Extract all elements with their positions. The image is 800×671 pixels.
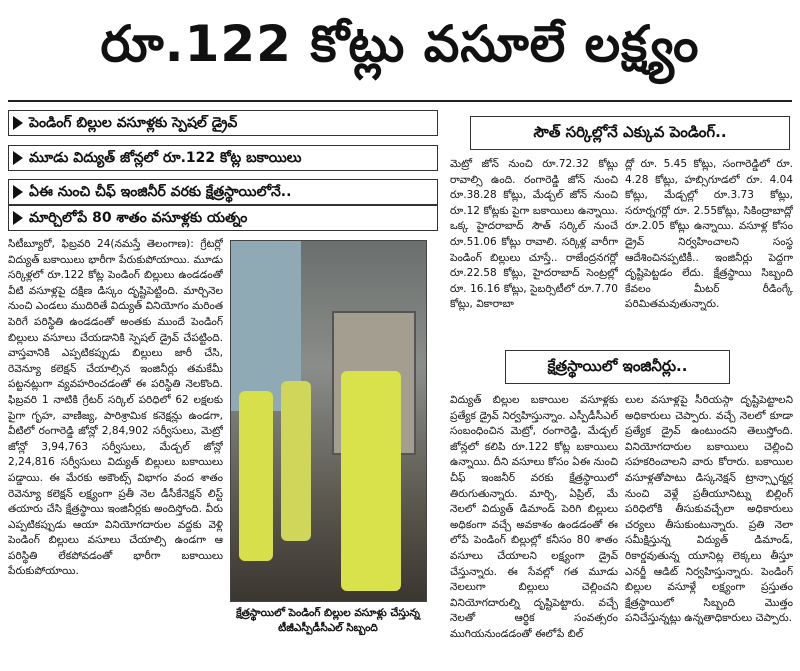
triangle-bullet-icon [13, 185, 23, 199]
subhead-1-text: పెండింగ్ బిల్లుల వసూళ్లకు స్పెషల్ డ్రైవ్ [29, 115, 238, 131]
body-column-right-top: ద్లో రూ. 5.45 కోట్లు, సంగారెడ్డిలో రూ. 4.28 కోట్లు, హబ్సిగూడలో రూ. 4.04 కోట్లు, మేడ్చల్లో రూ.3.73 కోట్లు, సరూర్నగర్లో రూ. 2.55కోట్లు, సికింద్రాబాద్లో రూ.2.05 కోట్లు ఉన్నాయి. వసూళ్ల కోసం డ్రైవ్ నిర్వహించాలని సంస్థ ఆదేశించినప్పటికీ.. ఇంజినీర్లు పెద్దగా దృష్టిపెట్టడం లేదు. క్షేత్రస్థాయి సిబ్బంది కేవలం మీటర్ రీడింగ్కే పరిమితమవుతున్నారు. [625, 158, 793, 311]
photo-person [341, 371, 401, 591]
photo-person [239, 391, 273, 561]
subhead-4 [8, 205, 438, 231]
subhead-2 [8, 145, 438, 171]
triangle-bullet-icon [13, 151, 23, 165]
photo-caption: క్షేత్రస్థాయిలో పెండింగ్ బిల్లుల వసూళ్లు చేస్తున్న టీజీఎస్పీడీసీఎల్ సిబ్బంది [236, 607, 420, 634]
headline: రూ.122 కోట్లు వసూలే లక్ష్యం [100, 14, 700, 73]
side-heading-field-engineers: క్షేత్రస్థాయిలో ఇంజినీర్లు.. [505, 350, 730, 384]
side-heading-south-circle: సౌత్ సర్కిల్లోనే ఎక్కువ పెండింగ్.. [470, 116, 790, 150]
triangle-bullet-icon [13, 211, 23, 225]
subhead-2-text: మూడు విద్యుత్ జోన్లలో రూ.122 కోట్ల బకాయిలు [29, 150, 302, 166]
body-column-mid-top: మెట్రో జోన్ నుంచి రూ.72.32 కోట్లు రావాల్సి ఉంది. రంగారెడ్డి జోన్ నుంచి రూ.38.28 కోట్లు, మేడ్చల్ జోన్ నుంచి రూ.12 కోట్లకు పైగా బకాయిలు ఉన్నాయి. ఒక్క హైదరాబాద్ సౌత్ సర్కిల్ నుంచే రూ.51.06 కోట్లు రావాలి. సర్కిళ్ల వారీగా పెండింగ్ బిల్లులు చూస్తే.. రాజేంద్రనగర్లో రూ.22.58 కోట్లు, హైదరాబాద్ సెంట్రల్లో రూ. 16.16 కోట్లు, సైబర్సిటీలో రూ.7.70 కోట్లు, వికారాబా [450, 158, 618, 311]
subhead-3 [8, 179, 438, 205]
photo-person [281, 381, 311, 541]
body-column-left: సిటీబ్యూరో, ఫిబ్రవరి 24(నమస్తే తెలంగాణ): గ్రేటర్లో విద్యుత్ బకాయిలు భారీగా పేరుకుపోయాయి. మూడు సర్కిళ్లలో రూ.122 కోట్ల పెండింగ్ బిల్లులు ఉండడంతో వీటి వసూళ్లపై దక్షిణ డిస్కం దృష్టిపెట్టింది. మార్చినెల నుంచి ఎండలు ముదిరితే విద్యుత్ వినియోగం మరింత పెరిగే పరిస్థితి ఉండడంతో అంతకు ముందే పెండింగ్ బిల్లులు వసూలు చేయడానికి స్పెషల్ డ్రైవ్ చేపట్టింది. వాస్తవానికి ఎప్పటికప్పుడు బిల్లులు జారీ చేసి, రెవెన్యూ కలెక్షన్ చేయాల్సిన ఇంజినీర్లు తమకేమీ పట్టనట్లుగా వ్యవహరించడంతో ఈ పరిస్థితి నెలకొంది. ఫిబ్రవరి 1 నాటికి గ్రేటర్ సర్కిల్ పరిధిలో 62 లక్షలకు పైగా గృహ, వాణిజ్య, పారిశ్రామిక కనెక్షన్లు ఉండగా, వీటిలో రంగారెడ్డి జోన్లో 2,84,902 సర్వీసులు, మెట్రో జోన్లో 3,94,763 సర్వీసులు, మేడ్చల్ జోన్లో 2,24,816 సర్వీసులు విద్యుత్ బిల్లులు బకాయిలు పడ్డాయి. ఈ మేరకు అకౌంట్స్ విభాగం వంద శాతం రెవెన్యూ కలెక్షన్ లక్ష్యంగా ప్రతీ నెల డీసీకేనెక్షన్ లిస్ట్ తయారు చేసి క్షేత్రస్థాయి ఇంజినీర్లకు అందిస్తోంది. వీరు ఎప్పటికప్పుడు ఆయా వినియోగదారుల వద్దకు వెళ్లి పెండింగ్ బిల్లులు వసూలు చేయాల్సి ఉండగా ఆ పరిస్థితి లేకపోవడంతో భారీగా బకాయిలు పేరుకుపోయాయి. [8, 238, 223, 578]
subhead-4-text: మార్చిలోపే 80 శాతం వసూళ్లకు యత్నం [29, 210, 248, 226]
article-photo [230, 240, 427, 602]
headline-divider [8, 100, 792, 102]
subhead-1 [8, 110, 438, 136]
body-column-right-bottom: లుల వసూళ్లపై సీరియస్గా దృష్టిపెట్టాలని అధికారులు చెప్పారు. వచ్చే నెలలో కూడా ప్రత్యేక డ్రైవ్ ఉంటుందని తెలుస్తోంది. వినియోగదారుల బకాయిలు చెల్లించి సహకరించాలని వారు కోరారు. బకాయిల వసూళ్లతోపాటు డిస్కనెక్షన్ ట్రాన్స్ఫార్మర్ల నుంచి వెళ్లే ప్రతీయూనిట్ను బిల్లింగ్ పరిధిలోకి తీసుకువచ్చేలా అధికారులు చర్యలు తీసుకుంటున్నారు. ప్రతి నెలా సమీక్షిస్తున్న విద్యుత్ డిమాండ్, రికార్డవుతున్న యూనిట్ల లెక్కలు తీస్తూ ఎనర్జీ ఆడిట్ నిర్వహిస్తున్నారు. పెండింగ్ బిల్లుల వసూళ్లే లక్ష్యంగా ప్రస్తుతం క్షేత్రస్థాయిలో సిబ్బంది మొత్తం పనిచేస్తున్నట్లు ఉన్నతాధికారులు చెప్పారు. [625, 394, 793, 625]
subhead-3-text: ఏఈ నుంచి చీఫ్ ఇంజినీర్ వరకు క్షేత్రస్థాయిలోనే.. [29, 184, 292, 200]
triangle-bullet-icon [13, 116, 23, 130]
body-column-mid-bottom: విద్యుత్ బిల్లుల బకాయిల వసూళ్లకు ప్రత్యేక డ్రైవ్ నిర్వహిస్తున్నాం. ఎస్పీడీసీఎల్ సంబంధించిన మెట్రో, రంగారెడ్డి, మేడ్చల్ జోన్లలో కలిపి రూ.122 కోట్ల బకాయిలు ఉన్నాయి. దీని వసూలు కోసం ఏఈ నుంచి చీఫ్ ఇంజనీర్ వరకు క్షేత్రస్థాయిలో తిరుగుతున్నారు. మార్చి, ఏప్రిల్, మే నెలలో విద్యుత్ డిమాండ్ పెరిగి బిల్లులు అధికంగా వచ్చే అవకాశం ఉండడంతో ఈ లోపే పెండింగ్ బిల్లుల్లో కనీసం 80 శాతం వసూలు చేయాలని లక్ష్యంగా డ్రైవ్ చేస్తున్నారు. ఈ సేవల్లో గత మూడు నెలలుగా బిల్లులు చెల్లించని వినియోగదారుల్ని దృష్టిపెట్టారు. వచ్చే నెలతో ఆర్థిక సంవత్సరం ముగియనుండడంతో ఈలోపే బిల్ [450, 394, 618, 640]
